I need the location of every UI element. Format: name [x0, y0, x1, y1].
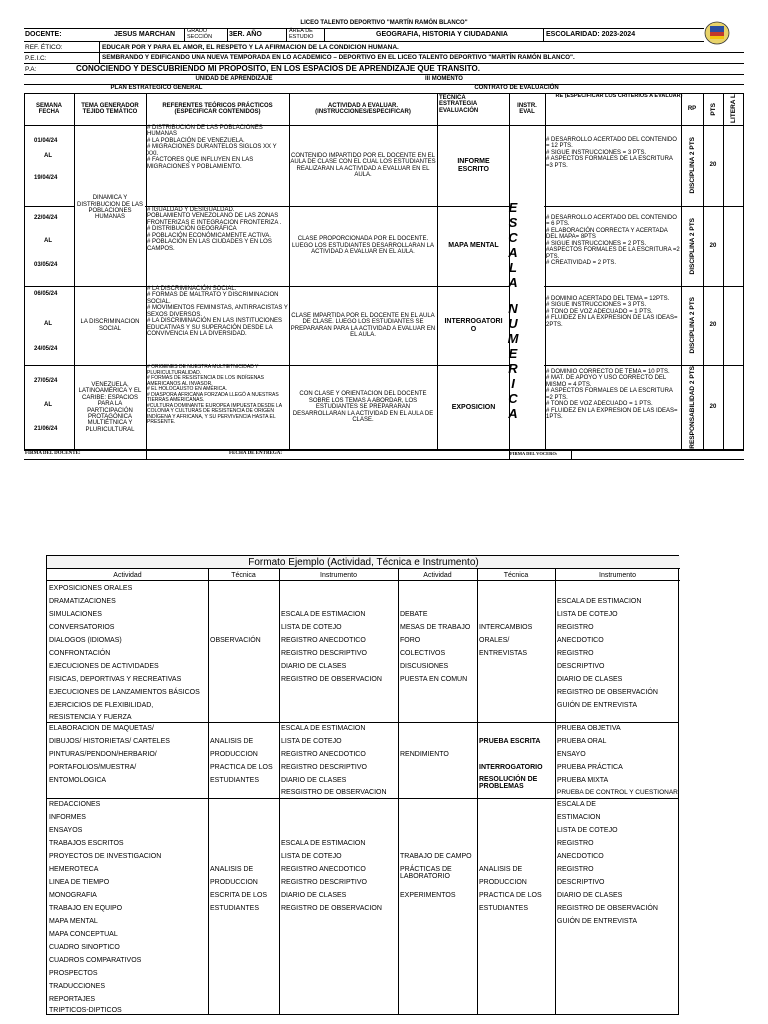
- pts-value: 20: [709, 322, 717, 329]
- col-re: RE (ESPECIFICAR LOS CRITERIOS A EVALUAR): [555, 93, 683, 99]
- table-row: [24, 286, 744, 365]
- actividad: CON CLASE Y ORIENTACION DEL DOCENTE SOBRE LOS TEMAS A ABORDAR, LOS ESTUDIANTES SE PREPARARAN DESARROLLARAN LA ACTIVIDAD EN EL AULA DE CLASE.: [292, 391, 434, 424]
- tecnica: MAPA MENTAL: [448, 242, 499, 250]
- list-item: DESCRIPTIVO: [557, 879, 605, 886]
- tema: LA DISCRIMINACION SOCIAL: [80, 319, 140, 332]
- list-item: REGISTRO: [557, 624, 594, 631]
- list-item: REGISTRO ANECDOTICO: [281, 751, 366, 758]
- list-item: REPORTAJES: [49, 996, 96, 1003]
- fecha-entrega: FECHA DE ENTREGA:: [229, 451, 283, 456]
- list-item: INTERCAMBIOS: [479, 624, 533, 631]
- date-start: 06/05/24: [34, 291, 58, 297]
- pa-value: CONOCIENDO Y DESCUBRIENDO MI PROPOSITO, EN LOS ESPACIOS DE APRENDIZAJE QUE TRANSITO.: [76, 64, 480, 73]
- date-start: 01/04/24: [34, 138, 58, 144]
- block3-tecnica-2: [477, 798, 555, 1016]
- date-end: 19/04/24: [34, 175, 58, 181]
- hdr-instrumento-2: Instrumento: [599, 571, 636, 579]
- col-pts: PTS: [709, 102, 717, 116]
- grado-value: 3ER. AÑO: [229, 31, 262, 38]
- list-item: RESISTENCIA Y FUERZA: [49, 714, 132, 721]
- docente-label: DOCENTE:: [25, 31, 62, 38]
- criterios: # DESARROLLO ACERTADO DEL CONTENIDO = 12 PTS. # SIGUE INSTRUCCIONES = 3 PTS. # ASPECTOS FORMALES DE LA ESCRITURA =3 PTS.: [546, 137, 677, 169]
- list-item: PROSPECTOS: [49, 970, 98, 977]
- list-item: HEMEROTECA: [49, 866, 99, 873]
- list-item: DIARIO DE CLASES: [557, 892, 623, 899]
- instr-letter: C: [508, 391, 518, 406]
- unidad-title: UNIDAD DE APRENDIZAJE: [195, 76, 273, 83]
- firma-vocero: FIRMA DEL VOCERO:: [510, 451, 558, 456]
- list-item: ESTUDIANTES: [479, 905, 529, 912]
- list-item: PRÁCTICAS DE LABORATORIO: [400, 866, 452, 881]
- col-instr: INSTR. EVAL: [517, 102, 537, 115]
- list-item: ORALES/: [479, 637, 510, 644]
- list-item: PRUEBA DE CONTROL Y CUESTIONAR: [557, 789, 678, 796]
- list-item: REGISTRO DE OBSERVACIÓN: [557, 689, 658, 696]
- list-item: DIARIO DE CLASES: [557, 676, 623, 683]
- list-item: PRACTICA DE LOS: [479, 892, 542, 899]
- list-item: MAPA CONCEPTUAL: [49, 931, 118, 938]
- instr-letter: A: [508, 245, 518, 260]
- peic-label: P.E.I.C:: [25, 55, 47, 62]
- instr-letter: A: [508, 275, 518, 290]
- list-item: TRIPTICOS-DIPTICOS: [49, 1007, 122, 1014]
- list-item: PORTAFOLIOS/MUESTRA/: [49, 764, 137, 771]
- list-item: DIBUJOS/ HISTORIETAS/ CARTELES: [49, 738, 170, 745]
- list-item: ESCALA DE ESTIMACION: [281, 840, 366, 847]
- list-item: PINTURAS/PENDON/HERBARIO/: [49, 751, 157, 758]
- list-item: REGISTRO DESCRIPTIVO: [281, 879, 367, 886]
- date-al: AL: [44, 321, 52, 327]
- list-item: CONVERSATORIOS: [49, 624, 115, 631]
- block1-actividad: [47, 582, 208, 722]
- pts-value: 20: [709, 162, 717, 169]
- actividad: CLASE IMPARTIDA POR EL DOCENTE EN EL AULA DE CLASE. LUEGO LOS ESTUDIANTES SE PREPARARAN PARA LA ACTIVIDAD A EVALUAR EN EL AULA.: [290, 312, 436, 338]
- list-item: EXPERIMENTOS: [400, 892, 456, 899]
- list-item: ENSAYO: [557, 751, 586, 758]
- list-item: CUADROS COMPARATIVOS: [49, 957, 142, 964]
- criterios: # DOMINIO ACERTADO DEL TEMA = 12PTS. # SIGUE INSTRUCCIONES = 3 PTS. # TONO DE VOZ ADECUADO = 1 PTS. # FLUIDEZ EN LA EXPRESION DE LAS IDEAS= 2PTS.: [546, 296, 678, 328]
- list-item: OBSERVACIÓN: [210, 637, 261, 644]
- instr-letter: E: [508, 346, 518, 361]
- tecnica: INFORME ESCRITO: [457, 157, 490, 173]
- formato-block-3: [47, 798, 680, 1016]
- block1-tecnica: [208, 582, 279, 722]
- list-item: PRODUCCION: [210, 879, 258, 886]
- rp-value: DISCIPLINA 2 PTS: [688, 137, 696, 194]
- list-item: REGISTRO: [557, 650, 594, 657]
- list-item: PRUEBA ESCRITA: [479, 738, 541, 745]
- list-item: REGISTRO DESCRIPTIVO: [281, 650, 367, 657]
- list-item: ESCALA DE ESTIMACION: [281, 611, 366, 618]
- referentes: # DISTRIBUCION DE LAS POBLACIONES HUMANAS # LA POBLACIÓN DE VENEZUELA. # MIGRACIONES DURANTELOS SIGLOS XX Y XXI. # FACTORES QUE INFLUYEN EN LAS MIGRACIONES Y POBLAMIENTO.: [147, 125, 277, 170]
- block2-instrumento: [279, 722, 398, 798]
- date-al: AL: [44, 153, 52, 159]
- ref-value: EDUCAR POR Y PARA EL AMOR, EL RESPETO Y LA AFIRMACION DE LA CONDICION HUMANA.: [102, 44, 399, 51]
- list-item: ESCALA DE ESTIMACION: [281, 725, 366, 732]
- formato-block-1: [47, 582, 680, 722]
- list-item: INFORMES: [49, 814, 86, 821]
- pts-value: 20: [709, 404, 717, 411]
- list-item: PRUEBA MIXTA: [557, 777, 609, 784]
- list-item: PRUEBA PRÁCTICA: [557, 764, 623, 771]
- list-item: RENDIMIENTO: [400, 751, 449, 758]
- list-item: EJECUCIONES DE LANZAMIENTOS BÁSICOS: [49, 689, 200, 696]
- list-item: DIARIO DE CLASES: [281, 777, 347, 784]
- tecnica: INTERROGATORI O: [444, 317, 503, 333]
- actividad: CONTENIDO IMPARTIDO POR EL DOCENTE EN EL AULA DE CLASE CON EL CUAL LOS ESTUDIANTES REALIZARAN LA ACTIVIDAD A EVALUAR EN EL AULA.: [290, 152, 436, 178]
- list-item: ANALISIS DE: [479, 866, 523, 873]
- list-item: REGISTRO ANECDOTICO: [281, 866, 366, 873]
- contrato-title: CONTRATO DE EVALUACIÓN: [474, 85, 559, 92]
- table-row: [24, 206, 744, 286]
- criterios: # DOMINIO CORRECTO DE TEMA = 10 PTS. # MAT. DE APOYO Y USO CORRECTO DEL MISMO = 4 PTS. # ASPECTOS FORMALES DE LA ESCRITURA =2 PTS. # TONO DE VOZ ADECUADO = 1 PTS. # FLUIDEZ EN LA EXPRESION DE LAS IDEAS= 1PTS.: [546, 369, 678, 421]
- list-item: TRABAJO DE CAMPO: [400, 853, 472, 860]
- list-item: LISTA DE COTEJO: [281, 624, 342, 631]
- list-item: PRACTICA DE LOS: [210, 764, 273, 771]
- list-item: MESAS DE TRABAJO: [400, 624, 471, 631]
- list-item: FISICAS, DEPORTIVAS Y RECREATIVAS: [49, 676, 182, 683]
- list-item: ESTIMACION: [557, 814, 601, 821]
- criterios: # DESARROLLO ACERTADO DEL CONTENIDO = 6 PTS. # ELABORACIÓN CORRECTA Y ACERTADA DEL MAPA= 8PTS # SIGUE INSTRUCCIONES = 2 PTS. #ASPECTOS FORMALES DE LA ESCRITURA =2 PTS. # CREATIVIDAD = 2 PTS.: [546, 215, 680, 267]
- date-al: AL: [44, 402, 52, 408]
- list-item: REGISTRO: [557, 866, 594, 873]
- list-item: PRODUCCION: [479, 879, 527, 886]
- list-item: ESCALA DE: [557, 801, 596, 808]
- list-item: LINEA DE TIEMPO: [49, 879, 110, 886]
- date-start: 22/04/24: [34, 215, 58, 221]
- list-item: LISTA DE COTEJO: [281, 738, 342, 745]
- instr-letter: I: [511, 376, 515, 391]
- hdr-actividad-2: Actividad: [423, 571, 452, 579]
- escolaridad: ESCOLARIDAD: 2023-2024: [546, 31, 636, 38]
- list-item: GUIÓN DE ENTREVISTA: [557, 702, 637, 709]
- instr-letter: L: [509, 260, 517, 275]
- list-item: REGISTRO ANECDOTICO: [281, 637, 366, 644]
- area-label: ÁREA DE ESTUDIO: [289, 28, 314, 41]
- instr-letter: A: [508, 406, 518, 421]
- rp-value: DISCIPLINA 2 PTS: [688, 297, 696, 354]
- list-item: ENSAYOS: [49, 827, 83, 834]
- formato-title: Formato Ejemplo (Actividad, Técnica e Instrumento): [47, 556, 680, 569]
- referentes: # IGUALDAD Y DESIGUALDAD. POBLAMIENTO VENEZOLANO DE LAS ZONAS FRONTERIZAS E INTEGRACION FRONTERIZA . # DISTRIBUCIÓN GEOGRÁFICA # POBLACIÓN ECONÓMICAMENTE ACTIVA. # POBLACIÓN EN LAS CIUDADES Y EN LOS CAMPOS.: [147, 207, 282, 252]
- list-item: RESOLUCIÓN DE PROBLEMAS: [479, 776, 538, 791]
- hdr-tecnica-1: Técnica: [231, 571, 256, 579]
- date-al: AL: [44, 238, 52, 244]
- block3-actividad-2: [398, 798, 477, 1016]
- instr-letter: E: [508, 200, 518, 215]
- block2-actividad: [47, 722, 208, 798]
- list-item: DISCUSIONES: [400, 663, 449, 670]
- col-semana: SEMANA FECHA: [35, 102, 62, 115]
- referentes: # ORIGENES DE NUESTRA MULTIETNICIDAD Y PLURICULTURALIDAD. # FORMAS DE RESISTENCIA DE LOS INDÍGENAS AMERICANOS AL INVASOR. # EL HOLOCAUSTO EN AMÉRICA. # DIASPORA AFRICANA FORZADA LLEGÓ A NUESTRAS TIERRAS AMERICANAS. #CULTURA DOMINANTE EUROPEA IMPUESTA DESDE LA COLONIA Y CULTURAS DE RESISTENCIA DE ORIGEN INDÍGENA Y AFRICANA, Y SU PERVIVENCIA HASTA EL PRESENTE.: [147, 364, 282, 425]
- list-item: RESGISTRO DE OBSERVACION: [281, 789, 387, 796]
- list-item: PROYECTOS DE INVESTIGACION: [49, 853, 162, 860]
- col-actividad: ACTIVIDAD A EVALUAR. (INSTRUCCIONES/ESPECIFICAR): [315, 102, 411, 115]
- hdr-tecnica-2: Técnica: [503, 571, 529, 579]
- list-item: REDACCIONES: [49, 801, 101, 808]
- list-item: ENTREVISTAS: [479, 650, 528, 657]
- plan-table: [24, 93, 744, 450]
- list-item: ANECDOTICO: [557, 637, 604, 644]
- grado-label: GRADO SECCIÓN: [187, 28, 213, 41]
- list-item: EJERCICIOS DE FLEXIBILIDAD,: [49, 702, 154, 709]
- block3-instrumento: [279, 798, 398, 1016]
- block2-actividad-2: [398, 722, 477, 798]
- list-item: REGISTRO: [557, 840, 594, 847]
- list-item: COLECTIVOS: [400, 650, 446, 657]
- plan-title: PLAN ESTRATEGICO GENERAL: [110, 85, 203, 92]
- docente-name: JESUS MARCHAN: [114, 31, 176, 38]
- block1-tecnica-2: [477, 582, 555, 722]
- block2-tecnica: [208, 722, 279, 798]
- list-item: PUESTA EN COMUN: [400, 676, 468, 683]
- tema: VENEZUELA, LATINOAMÉRICA Y EL CARIBE: ESPACIOS PARA LA PARTICIPACIÓN PROTAGÓNICA MULTIÉTNICA Y PLURICULTURAL: [78, 381, 142, 433]
- list-item: DESCRIPTIVO: [557, 663, 605, 670]
- block3-tecnica: [208, 798, 279, 1016]
- list-item: EXPOSICIONES ORALES: [49, 585, 133, 592]
- list-item: PRUEBA ORAL: [557, 738, 607, 745]
- list-item: DIALOGOS (IDIOMAS): [49, 637, 122, 644]
- list-item: DIARIO DE CLASES: [281, 892, 347, 899]
- ref-label: REF. ÉTICO:: [25, 44, 63, 51]
- block1-instrumento: [279, 582, 398, 722]
- list-item: DRAMATIZACIONES: [49, 598, 116, 605]
- list-item: GUIÓN DE ENTREVISTA: [557, 918, 637, 925]
- date-start: 27/05/24: [34, 378, 58, 384]
- instr-letter: U: [508, 316, 518, 331]
- formato-table: [46, 555, 679, 1015]
- instr-letter: C: [508, 230, 518, 245]
- momento-title: III MOMENTO: [425, 76, 463, 83]
- list-item: FORO: [400, 637, 421, 644]
- list-item: MONOGRAFIA: [49, 892, 97, 899]
- col-referentes: REFERENTES TEÓRICOS PRÁCTICOS (ESPECIFICAR CONTENIDOS): [162, 102, 273, 115]
- block3-actividad: [47, 798, 208, 1016]
- tecnica: EXPOSICION: [451, 403, 496, 411]
- actividad: CLASE PROPORCIONADA POR EL DOCENTE. LUEGO LOS ESTUDIANTES DESARROLLARAN LA ACTIVIDAD A EVALUAR EN EL AULA.: [291, 236, 435, 256]
- list-item: REGISTRO DE OBSERVACIÓN: [557, 905, 658, 912]
- list-item: LISTA DE COTEJO: [557, 827, 618, 834]
- instr-letter: R: [508, 361, 518, 376]
- list-item: TRABAJOS ESCRITOS: [49, 840, 124, 847]
- list-item: REGISTRO DE OBSERVACION: [281, 676, 382, 683]
- list-item: REGISTRO DE OBSERVACION: [281, 905, 382, 912]
- block2-tecnica-2: [477, 722, 555, 798]
- school-name: LICEO TALENTO DEPORTIVO "MARTÍN RAMÓN BLANCO": [300, 19, 468, 26]
- list-item: ESCRITA DE LOS: [210, 892, 268, 899]
- hdr-instrumento-1: Instrumento: [320, 571, 357, 579]
- col-rp: RP: [687, 105, 697, 112]
- col-tecnica: TECNICA ESTRATEGIA EVALUACIÓN: [439, 95, 479, 114]
- list-item: ESCALA DE ESTIMACION: [557, 598, 642, 605]
- date-end: 24/05/24: [34, 346, 58, 352]
- list-item: ANECDOTICO: [557, 853, 604, 860]
- list-item: MAPA MENTAL: [49, 918, 98, 925]
- list-item: INTERROGATORIO: [479, 764, 543, 771]
- list-item: CONFRONTACIÓN: [49, 650, 111, 657]
- instr-letter: S: [508, 215, 518, 230]
- hdr-actividad-1: Actividad: [113, 571, 142, 579]
- list-item: ANALISIS DE: [210, 738, 254, 745]
- list-item: PRODUCCION: [210, 751, 258, 758]
- list-item: DEBATE: [400, 611, 428, 618]
- list-item: CUADRO SINOPTICO: [49, 944, 120, 951]
- list-item: EJECUCIONES DE ACTIVIDADES: [49, 663, 159, 670]
- list-item: PRUEBA OBJETIVA: [557, 725, 621, 732]
- block2-instrumento-2: [555, 722, 680, 798]
- col-literal: LITERA L: [730, 94, 737, 124]
- list-item: TRABAJO EN EQUIPO: [49, 905, 123, 912]
- instr-letter: M: [507, 331, 519, 346]
- list-item: ELABORACION DE MAQUETAS/: [49, 725, 154, 732]
- rp-value: RESPONSABILIDAD 2 PTS: [688, 366, 696, 449]
- list-item: LISTA DE COTEJO: [281, 853, 342, 860]
- rp-value: DISCIPLINA 2 PTS: [688, 217, 696, 275]
- list-item: ANALISIS DE: [210, 866, 254, 873]
- list-item: LISTA DE COTEJO: [557, 611, 618, 618]
- pts-value: 20: [709, 242, 717, 249]
- col-tema: TEMA GENERADOR TEJIDO TEMÁTICO: [81, 102, 139, 115]
- block1-instrumento-2: [555, 582, 680, 722]
- firma-docente: FIRMA DEL DOCENTE:: [25, 451, 81, 456]
- planning-document: [24, 18, 744, 462]
- formato-block-2: [47, 722, 680, 798]
- list-item: ENTOMOLOGICA: [49, 777, 107, 784]
- list-item: SIMULACIONES: [49, 611, 102, 618]
- referentes: # LA DISCRIMINACIÓN SOCIAL. # FORMAS DE MALTRATO Y DISCRIMINACION SOCIAL. # MOVIMIENTOS FEMINISTAS, ANTIRRACISTAS Y SEXOS DIVERSOS. # LA DISCRIMINACIÓN EN LAS INSTITUCIONES EDUCATIVAS Y SU SUPERACIÓN DESDE LA CONVIVENCIA EN LA DIVERSIDAD.: [147, 286, 288, 338]
- list-item: ESTUDIANTES: [210, 905, 260, 912]
- list-item: DIARIO DE CLASES: [281, 663, 347, 670]
- instr-letter: N: [508, 301, 518, 316]
- tema-shared: DINAMICA Y DISTRIBUCION DE LAS POBLACIONES HUMANAS: [76, 195, 143, 221]
- table-row: [24, 365, 744, 450]
- block3-instrumento-2: [555, 798, 680, 1016]
- list-item: TRADUCCIONES: [49, 983, 106, 990]
- list-item: ESTUDIANTES: [210, 777, 260, 784]
- date-end: 03/05/24: [34, 262, 58, 268]
- block1-actividad-2: [398, 582, 477, 722]
- date-end: 21/06/24: [34, 426, 58, 432]
- area-value: GEOGRAFIA, HISTORIA Y CIUDADANIA: [376, 31, 508, 38]
- list-item: REGISTRO DESCRIPTIVO: [281, 764, 367, 771]
- pa-label: P.A:: [25, 66, 37, 73]
- peic-value: SEMBRANDO Y EDIFICANDO UNA NUEVA TEMPORADA EN LO ACADEMICO – DEPORTIVO EN EL LICEO TALENTO DEPORTIVO "MARTÍN RAMÓN BLANCO".: [102, 54, 575, 61]
